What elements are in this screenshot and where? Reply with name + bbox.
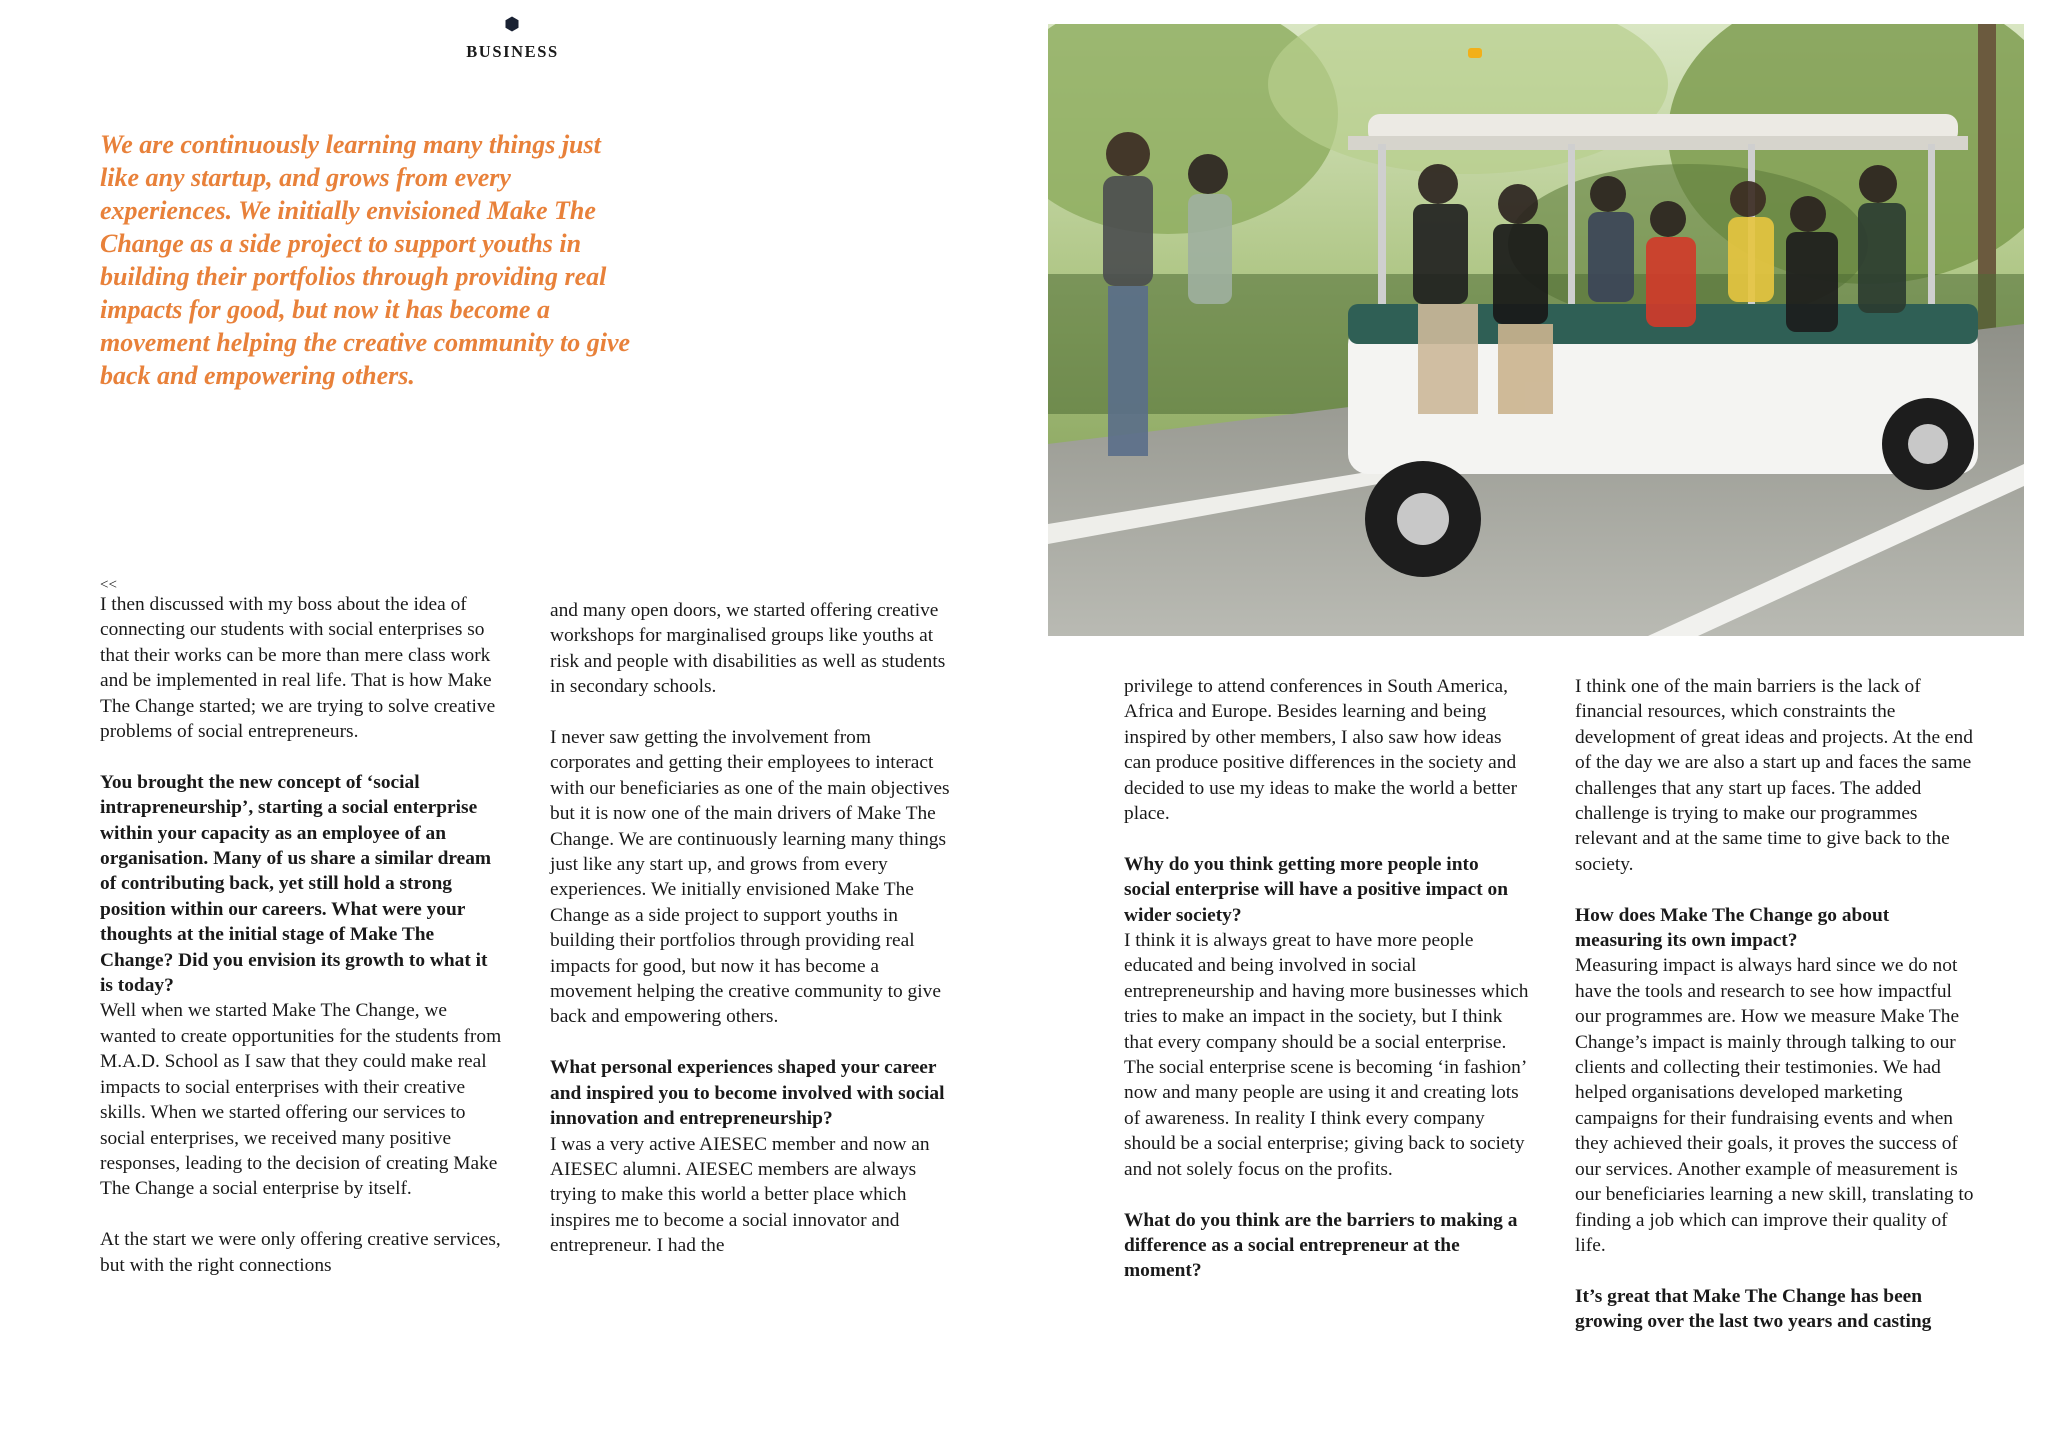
paragraph: I never saw getting the involvement from corporates and getting their employees to interact with our beneficiaries as one of the main objectives but it is now one of the main drivers of Make The Change. We are continuously learning many things just like any start up, and grows from every experiences. We initially envisioned Make The Change as a side project to support youths in building their portfolios through providing real impacts for good, but now it has become a movement helping the creative community to give back and empowering others. <box>550 727 950 1028</box>
paragraph: At the start we were only offering creative services, but with the right connections <box>100 1229 501 1276</box>
article-column-4 <box>1575 674 1980 1335</box>
interview-question: Why do you think getting more people into social enterprise will have a positive impact on wider society? <box>1124 853 1509 926</box>
section-label: BUSINESS <box>466 42 559 61</box>
interview-question: What do you think are the barriers to making a difference as a social entrepreneur at the moment? <box>1124 1209 1518 1282</box>
question-answer <box>1124 852 1529 1182</box>
interview-answer: Measuring impact is always hard since we do not have the tools and research to see how impactful our programmes are. How we measure Make The Change’s impact is mainly through talking to our clients and collecting their testimonies. We had helped organisations developed marketing campaigns for their fundraising events and when they achieved their goals, it proves the success of our services. Another example of measurement is our beneficiaries learning a new skill, translating to finding a job which can improve their quality of life. <box>1575 955 1974 1256</box>
group-photo-golf-cart <box>1048 24 2024 636</box>
interview-question: How does Make The Change go about measuring its own impact? <box>1575 904 1890 952</box>
question-answer <box>100 770 505 1202</box>
interview-question: What personal experiences shaped your career and inspired you to become involved with social innovation and entrepreneurship? <box>550 1057 945 1130</box>
article-column-3 <box>1124 674 1529 1284</box>
continuation-mark: << <box>100 577 117 593</box>
question-answer <box>550 1055 955 1258</box>
interview-answer: I was a very active AIESEC member and now an AIESEC alumni. AIESEC members are always trying to make this world a better place which inspires me to become a social innovator and entrepreneur. I had the <box>550 1133 930 1257</box>
interview-question: It’s great that Make The Change has been growing over the last two years and casting <box>1575 1285 1932 1333</box>
paragraph: I then discussed with my boss about the idea of connecting our students with social enterprises so that their works can be more than mere class work and be implemented in real life. That is how Make The Change started; we are trying to solve creative problems of social entrepreneurs. <box>100 594 496 743</box>
pull-quote: We are continuously learning many things just like any startup, and grows from every experiences. We initially envisioned Make The Change as a side project to support youths in building their portfolios through providing real impacts for good, but now it has become a movement helping the creative community to give back and empowering others. <box>100 130 631 390</box>
interview-answer: Well when we started Make The Change, we wanted to create opportunities for the students from M.A.D. School as I saw that they could make real impacts to social enterprises with their creative skills. When we started offering our services to social enterprises, we received many positive responses, leading to the decision of creating Make The Change a social enterprise by itself. <box>100 1000 502 1200</box>
interview-answer: I think it is always great to have more people educated and being involved in social entrepreneurship and having more businesses which tries to make an impact in the society, but I think that every company should be a social enterprise. The social enterprise scene is becoming ‘in fashion’ now and many people are using it and creating lots of awareness. In reality I think every company should be a social enterprise; giving back to society and not solely focus on the profits. <box>1124 930 1529 1180</box>
article-column-1 <box>100 578 505 1278</box>
paragraph: privilege to attend conferences in South America, Africa and Europe. Besides learning and being inspired by other members, I also saw how ideas can produce positive differences in the society and decided to use my ideas to make the world a better place. <box>1124 676 1518 825</box>
paragraph: and many open doors, we started offering creative workshops for marginalised groups like youths at risk and people with disabilities as well as students in secondary schools. <box>550 600 946 698</box>
paragraph: I think one of the main barriers is the lack of financial resources, which constraints the development of great ideas and projects. At the end of the day we are also a start up and faces the same challenges that any start up faces. The added challenge is trying to make our programmes relevant and at the same time to give back to the society. <box>1575 676 1973 875</box>
question-answer <box>1575 903 1980 1259</box>
article-column-2 <box>550 598 955 1259</box>
hexagon-icon <box>504 16 520 32</box>
interview-question: You brought the new concept of ‘social intrapreneurship’, starting a social enterprise within your capacity as an employee of an organisation. Many of us share a similar dream of contributing back, yet still hold a strong position within our careers. What were your thoughts at the initial stage of Make The Change? Did you envision its growth to what it is today? <box>100 771 492 997</box>
